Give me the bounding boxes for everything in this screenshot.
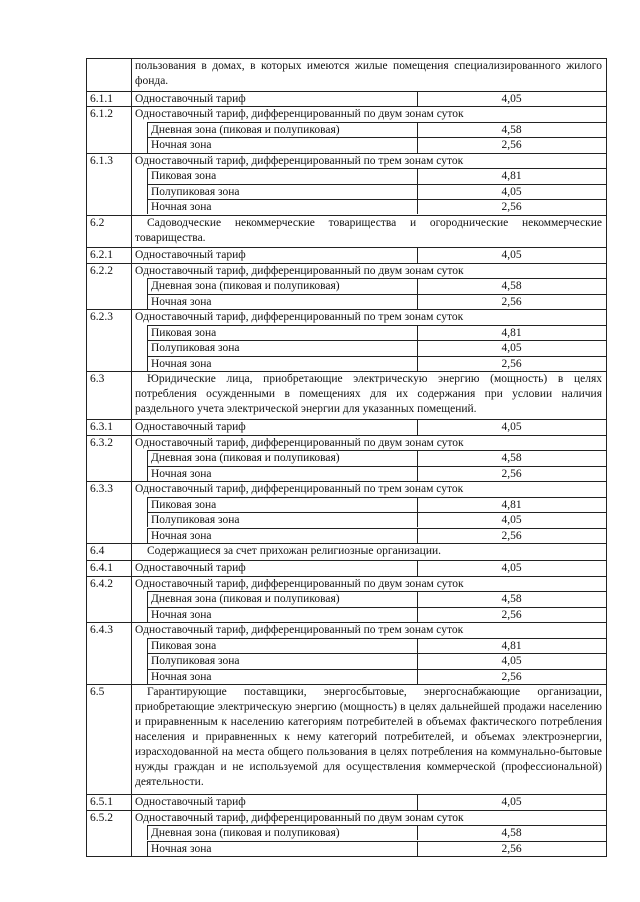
zone-indent-divider xyxy=(147,591,148,606)
value-column-divider xyxy=(417,528,418,543)
row-number: 6.2.1 xyxy=(90,249,113,262)
tariff-label: Одноставочный тариф, дифференцированный по трем зонам суток xyxy=(135,624,464,637)
table-border-left xyxy=(86,58,87,856)
value-column-divider xyxy=(417,794,418,809)
zone-label: Полупиковая зона xyxy=(151,185,240,198)
zone-label: Дневная зона (пиковая и полупиковая) xyxy=(151,280,340,293)
row-number: 6.5.2 xyxy=(90,811,113,824)
table-border-right xyxy=(606,58,607,856)
tariff-value: 4,58 xyxy=(501,827,522,840)
section-text: Садоводческие некоммерческие товарищества и огороднические некоммерческие товарищества. xyxy=(135,216,602,244)
tariff-value: 2,56 xyxy=(501,295,522,308)
tariff-value: 2,56 xyxy=(501,467,522,480)
value-column-divider xyxy=(417,512,418,527)
value-column-divider xyxy=(417,122,418,137)
value-column-divider xyxy=(417,247,418,262)
tariff-value: 4,05 xyxy=(501,249,522,262)
tariff-value: 2,56 xyxy=(501,201,522,214)
zone-label: Дневная зона (пиковая и полупиковая) xyxy=(151,827,340,840)
zone-label: Пиковая зона xyxy=(151,170,217,183)
number-column-divider xyxy=(131,58,132,856)
zone-indent-divider xyxy=(147,497,148,512)
zone-indent-divider xyxy=(147,450,148,465)
tariff-label: Одноставочный тариф, дифференцированный по двум зонам суток xyxy=(135,108,464,121)
tariff-label: Одноставочный тариф, дифференцированный по трем зонам суток xyxy=(135,311,464,324)
zone-indent-divider xyxy=(147,278,148,293)
zone-label: Ночная зона xyxy=(151,201,212,214)
tariff-value: 4,58 xyxy=(501,280,522,293)
row-number: 6.1.1 xyxy=(90,92,113,105)
tariff-label: Одноставочный тариф xyxy=(135,92,246,105)
zone-indent-divider xyxy=(147,466,148,481)
zone-indent-divider xyxy=(147,512,148,527)
zone-label: Полупиковая зона xyxy=(151,514,240,527)
value-column-divider xyxy=(417,199,418,214)
row-number: 6.4 xyxy=(90,544,105,557)
zone-label: Ночная зона xyxy=(151,139,212,152)
value-column-divider xyxy=(417,340,418,355)
zone-label: Дневная зона (пиковая и полупиковая) xyxy=(151,452,340,465)
tariff-value: 4,05 xyxy=(501,342,522,355)
zone-indent-divider xyxy=(147,199,148,214)
zone-label: Ночная зона xyxy=(151,467,212,480)
tariff-value: 4,05 xyxy=(501,92,522,105)
tariff-value: 4,05 xyxy=(501,514,522,527)
tariff-value: 4,05 xyxy=(501,562,522,575)
zone-indent-divider xyxy=(147,653,148,668)
tariff-value: 2,56 xyxy=(501,670,522,683)
zone-label: Ночная зона xyxy=(151,670,212,683)
value-column-divider xyxy=(417,137,418,152)
zone-indent-divider xyxy=(147,841,148,856)
tariff-value: 4,81 xyxy=(501,170,522,183)
zone-label: Ночная зона xyxy=(151,842,212,855)
section-text: Содержащиеся за счет прихожан религиозные организации. xyxy=(147,544,441,557)
tariff-value: 4,58 xyxy=(501,123,522,136)
row-number: 6.4.3 xyxy=(90,624,113,637)
tariff-label: Одноставочный тариф, дифференцированный по двум зонам суток xyxy=(135,577,464,590)
row-number: 6.2.2 xyxy=(90,264,113,277)
tariff-value: 4,58 xyxy=(501,452,522,465)
zone-label: Пиковая зона xyxy=(151,326,217,339)
value-column-divider xyxy=(417,560,418,575)
zone-label: Ночная зона xyxy=(151,608,212,621)
tariff-value: 4,81 xyxy=(501,498,522,511)
zone-indent-divider xyxy=(147,184,148,199)
tariff-label: Одноставочный тариф, дифференцированный по трем зонам суток xyxy=(135,483,464,496)
section-text: Гарантирующие поставщики, энергосбытовые, энергоснабжающие организации, приобретающие электрическую энергию (мощность) в целях дальнейшей продажи населению и приравненным к населению категориям потребителей в объемах фактического потребления населения и приравненных к нему категорий потребителей, и объемах электроэнергии, израсходованной на места общего пользования в целях потребления на коммунально-бытовые нужды граждан и не используемой для осуществления коммерческой (профессиональной) деятельности. xyxy=(135,686,602,788)
zone-label: Пиковая зона xyxy=(151,639,217,652)
section-text: пользования в домах, в которых имеются жилые помещения специализированного жилого фонда. xyxy=(135,60,602,87)
value-column-divider xyxy=(417,184,418,199)
zone-indent-divider xyxy=(147,607,148,622)
tariff-value: 2,56 xyxy=(501,529,522,542)
zone-label: Полупиковая зона xyxy=(151,342,240,355)
row-number: 6.2 xyxy=(90,216,105,229)
zone-indent-divider xyxy=(147,528,148,543)
tariff-label: Одноставочный тариф xyxy=(135,796,246,809)
row-number: 6.3.3 xyxy=(90,483,113,496)
row-number: 6.1.2 xyxy=(90,108,113,121)
row-number: 6.5.1 xyxy=(90,796,113,809)
tariff-value: 4,81 xyxy=(501,326,522,339)
row-number: 6.4.1 xyxy=(90,562,113,575)
tariff-value: 2,56 xyxy=(501,357,522,370)
tariff-value: 4,81 xyxy=(501,639,522,652)
value-column-divider xyxy=(417,419,418,434)
tariff-value: 2,56 xyxy=(501,842,522,855)
zone-indent-divider xyxy=(147,825,148,840)
value-column-divider xyxy=(417,294,418,309)
value-column-divider xyxy=(417,638,418,653)
zone-indent-divider xyxy=(147,638,148,653)
zone-indent-divider xyxy=(147,669,148,684)
zone-label: Ночная зона xyxy=(151,295,212,308)
tariff-value: 2,56 xyxy=(501,139,522,152)
section-text: Юридические лица, приобретающие электрическую энергию (мощность) в целях потребления осужденными в помещениях для их содержания при условии наличия раздельного учета электрической энергии для указанных помещений. xyxy=(135,373,602,415)
zone-label: Дневная зона (пиковая и полупиковая) xyxy=(151,123,340,136)
value-column-divider xyxy=(417,653,418,668)
tariff-value: 2,56 xyxy=(501,608,522,621)
tariff-value: 4,05 xyxy=(501,655,522,668)
zone-indent-divider xyxy=(147,356,148,371)
zone-label: Пиковая зона xyxy=(151,498,217,511)
row-number: 6.3.2 xyxy=(90,436,113,449)
zone-indent-divider xyxy=(147,137,148,152)
tariff-label: Одноставочный тариф xyxy=(135,249,246,262)
zone-label: Полупиковая зона xyxy=(151,655,240,668)
row-number: 6.5 xyxy=(90,686,105,698)
value-column-divider xyxy=(417,591,418,606)
tariff-value: 4,05 xyxy=(501,421,522,434)
tariff-value: 4,05 xyxy=(501,185,522,198)
value-column-divider xyxy=(417,356,418,371)
value-column-divider xyxy=(417,497,418,512)
tariff-label: Одноставочный тариф, дифференцированный по двум зонам суток xyxy=(135,264,464,277)
zone-label: Ночная зона xyxy=(151,529,212,542)
row-number: 6.2.3 xyxy=(90,311,113,324)
tariff-value: 4,05 xyxy=(501,796,522,809)
zone-label: Ночная зона xyxy=(151,357,212,370)
zone-indent-divider xyxy=(147,168,148,183)
row-rule xyxy=(86,856,607,857)
zone-indent-divider xyxy=(147,325,148,340)
zone-label: Дневная зона (пиковая и полупиковая) xyxy=(151,593,340,606)
tariff-label: Одноставочный тариф, дифференцированный по двум зонам суток xyxy=(135,811,464,824)
zone-indent-divider xyxy=(147,340,148,355)
row-number: 6.4.2 xyxy=(90,577,113,590)
zone-indent-divider xyxy=(147,122,148,137)
value-column-divider xyxy=(417,669,418,684)
row-number: 6.3.1 xyxy=(90,421,113,434)
value-column-divider xyxy=(417,841,418,856)
row-number: 6.1.3 xyxy=(90,154,113,167)
tariff-label: Одноставочный тариф xyxy=(135,421,246,434)
value-column-divider xyxy=(417,278,418,293)
value-column-divider xyxy=(417,325,418,340)
value-column-divider xyxy=(417,607,418,622)
value-column-divider xyxy=(417,466,418,481)
tariff-value: 4,58 xyxy=(501,593,522,606)
value-column-divider xyxy=(417,168,418,183)
value-column-divider xyxy=(417,450,418,465)
tariff-label: Одноставочный тариф, дифференцированный по двум зонам суток xyxy=(135,436,464,449)
tariff-label: Одноставочный тариф, дифференцированный по трем зонам суток xyxy=(135,154,464,167)
value-column-divider xyxy=(417,825,418,840)
zone-indent-divider xyxy=(147,294,148,309)
row-number: 6.3 xyxy=(90,373,105,385)
value-column-divider xyxy=(417,91,418,106)
tariff-label: Одноставочный тариф xyxy=(135,562,246,575)
